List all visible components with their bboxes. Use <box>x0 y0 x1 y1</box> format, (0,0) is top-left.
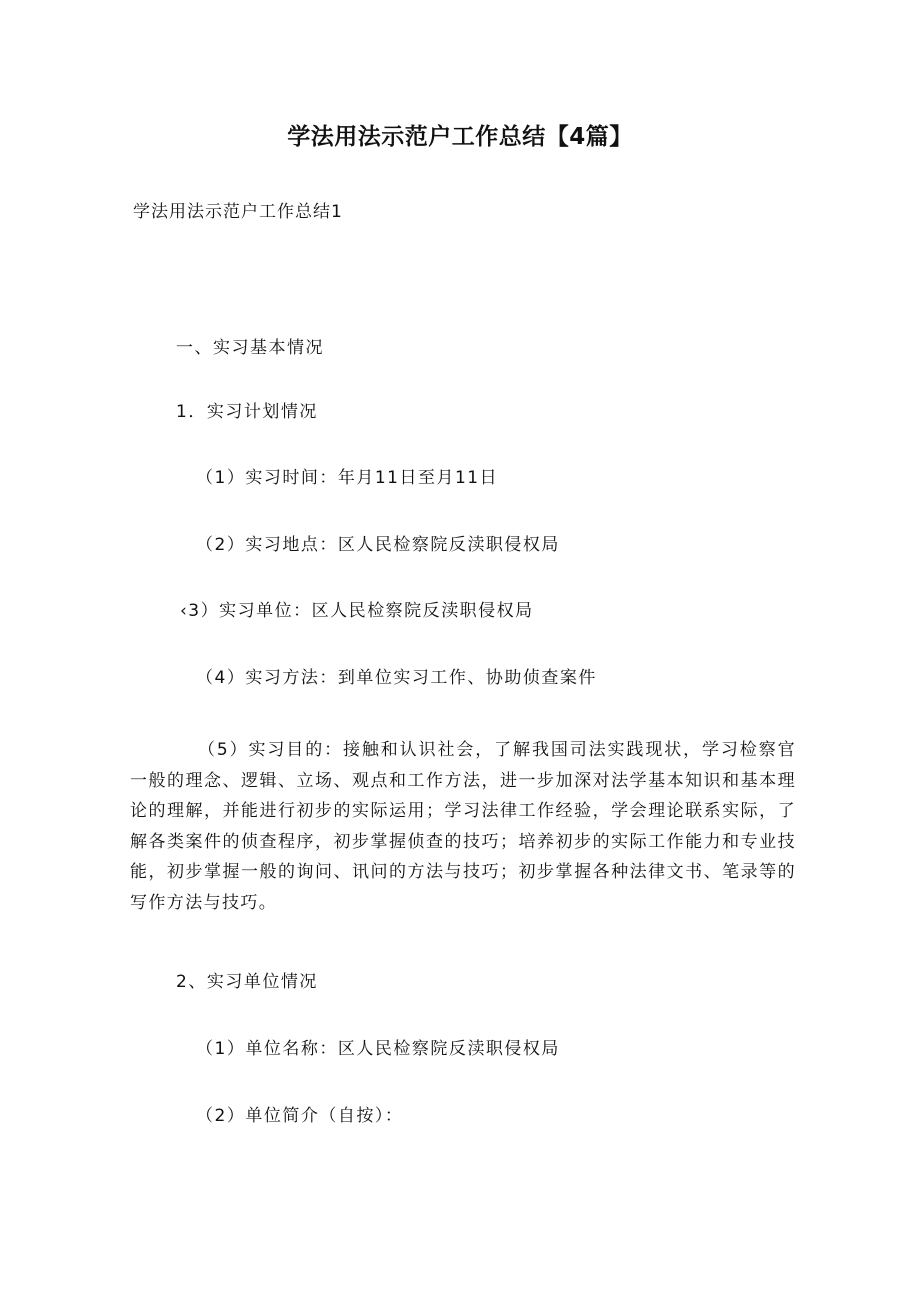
plan-place: （2）实习地点：区人民检察院反渎职侵权局 <box>196 535 560 555</box>
unit-intro: （2）单位简介（自按）： <box>196 1106 404 1126</box>
document-subtitle: 学法用法示范户工作总结1 <box>133 202 343 222</box>
section-heading-basic-info: 一、实习基本情况 <box>176 338 324 358</box>
plan-goal-paragraph: （5）实习目的：接触和认识社会，了解我国司法实践现状，学习检察官一般的理念、逻辑、立场、观点和工作方法，进一步加深对法学基本知识和基本理论的理解，并能进行初步的实际运用；学习法律工作经验，学会理论联系实际，了解各类案件的侦查程序，初步掌握侦查的技巧；培养初步的实际工作能力和专业技能，初步掌握一般的询问、讯问的方法与技巧；初步掌握各种法律文书、笔录等的写作方法与技巧。 <box>130 740 796 913</box>
document-title: 学法用法示范户工作总结【4篇】 <box>287 124 633 150</box>
plan-time: （1）实习时间：年月11日至月11日 <box>196 468 499 488</box>
item-heading-unit-info: 2、实习单位情况 <box>176 972 318 992</box>
unit-name: （1）单位名称：区人民检察院反渎职侵权局 <box>196 1039 560 1059</box>
plan-method: （4）实习方法：到单位实习工作、协助侦查案件 <box>196 668 597 688</box>
plan-unit: ‹3）实习单位：区人民检察院反渎职侵权局 <box>180 601 534 621</box>
item-heading-plan: 1．实习计划情况 <box>176 402 318 422</box>
